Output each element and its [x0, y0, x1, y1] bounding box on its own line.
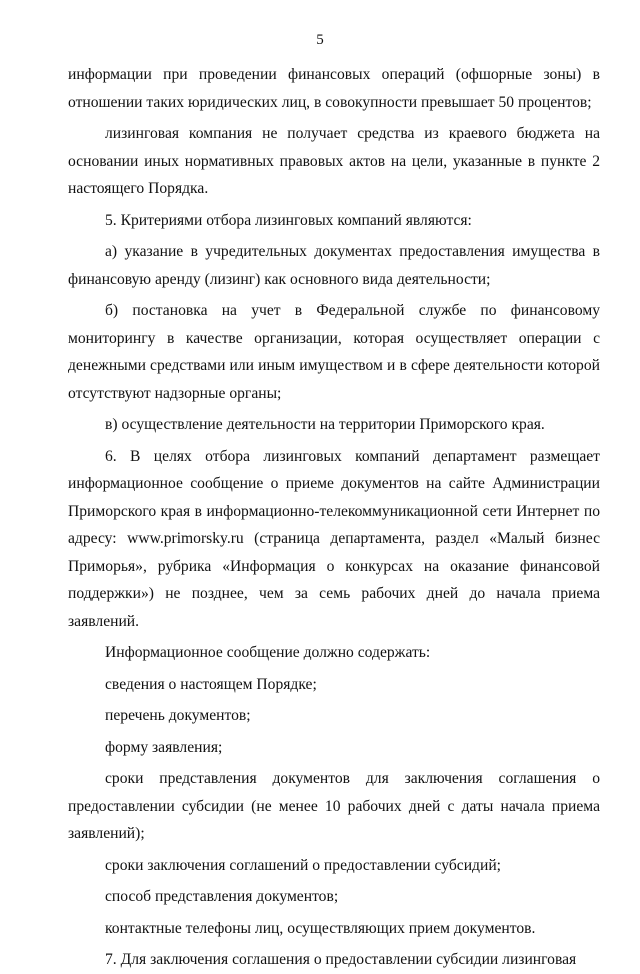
paragraph-item-6: 6. В целях отбора лизинговых компаний департамент размещает информационное сообщение о приеме документов на сайте Администрации Приморского края в информационно-телекоммуникационной сети Интернет по адресу: www.primorsky.ru (страница департамента, раздел «Малый бизнес Приморья», рубрика «Информация о конкурсах на оказание финансовой поддержки») не позднее, чем за семь рабочих дней до начала приема заявлений. — [68, 447, 600, 630]
paragraph-criterion-a: а) указание в учредительных документах предоставления имущества в финансовую аренду (лизинг) как основного вида деятельности; — [68, 243, 600, 288]
list-item-application-form: форму заявления; — [105, 738, 223, 756]
paragraph-item-5-criteria: 5. Критериями отбора лизинговых компаний являются: — [105, 211, 472, 229]
page-number: 5 — [316, 32, 324, 48]
list-item-agreement-deadlines: сроки заключения соглашений о предоставлении субсидий; — [105, 856, 502, 874]
list-item-procedure-info: сведения о настоящем Порядке; — [105, 675, 317, 693]
paragraph-item-7: 7. Для заключения соглашения о предоставлении субсидии лизинговая — [105, 951, 577, 968]
paragraph-criterion-b: б) постановка на учет в Федеральной службе по финансовому мониторингу в качестве организации, которая осуществляет операции с денежными средствами или иным имуществом и в сфере деятельности которой отсутствуют надзорные органы; — [68, 302, 600, 402]
list-item-contact-phones: контактные телефоны лиц, осуществляющих прием документов. — [105, 919, 536, 937]
list-item-submission-method: способ представления документов; — [105, 888, 339, 905]
paragraph-no-budget-funds: лизинговая компания не получает средства из краевого бюджета на основании иных нормативных правовых актов на цели, указанные в пункте 2 настоящего Порядка. — [68, 125, 600, 197]
paragraph-criterion-c: в) осуществление деятельности на территории Приморского края. — [105, 416, 545, 433]
list-item-submission-deadlines: сроки представления документов для заключения соглашения о предоставлении субсидии (не менее 10 рабочих дней с даты начала приема заявлений); — [68, 770, 600, 842]
list-item-document-list: перечень документов; — [105, 707, 251, 724]
document-body — [68, 61, 600, 974]
paragraph-message-contents: Информационное сообщение должно содержать: — [105, 644, 431, 661]
paragraph-offshore-continuation: информации при проведении финансовых операций (офшорные зоны) в отношении таких юридических лиц, в совокупности превышает 50 процентов; — [68, 66, 600, 111]
